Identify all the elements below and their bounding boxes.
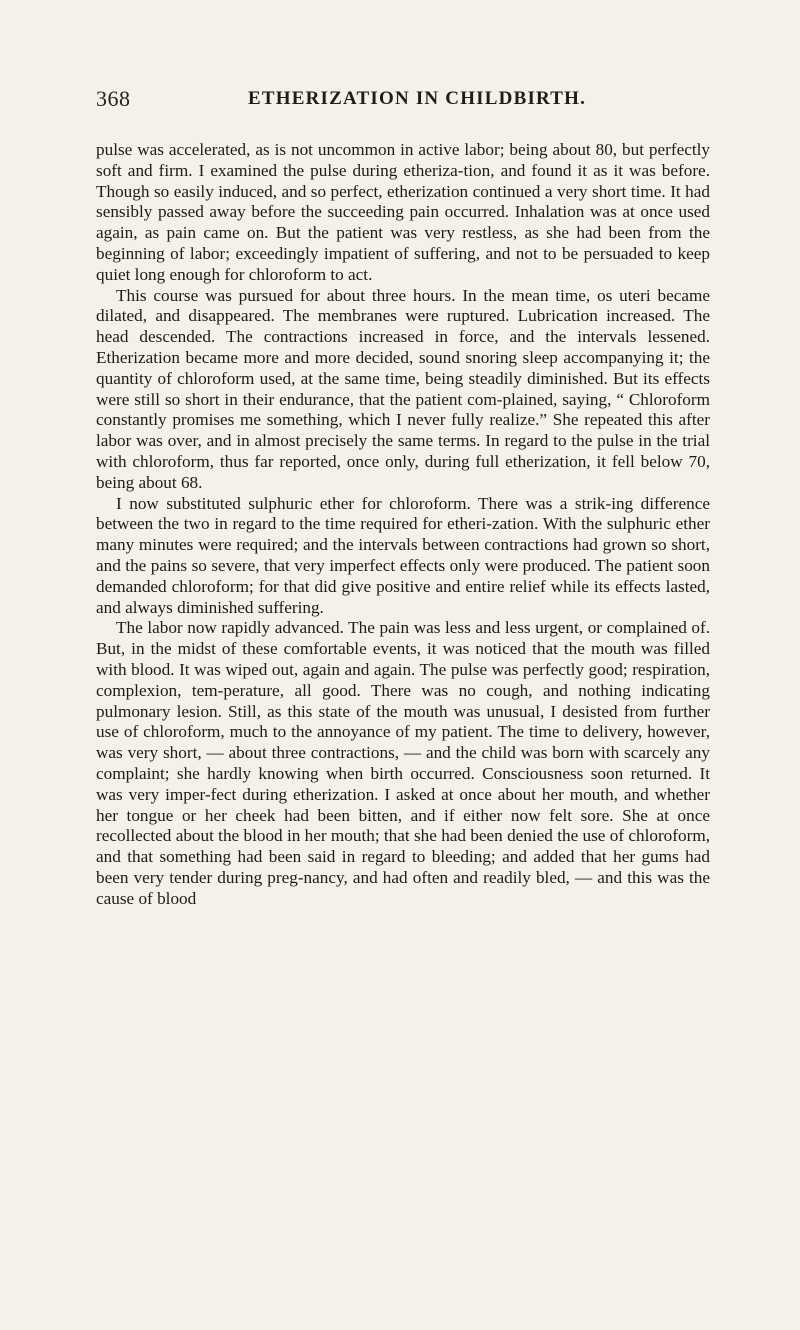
- paragraph: I now substituted sulphuric ether for chloroform. There was a strik-ing difference between the two in regard to the time required for etheri-zation. With the sulphuric ether many minutes were required; and the intervals between contractions had grown so short, and the pains so severe, that very imperfect effects only were produced. The patient soon demanded chloroform; for that did give positive and entire relief while its effects lasted, and always diminished suffering.: [96, 493, 710, 617]
- paragraph: pulse was accelerated, as is not uncommon in active labor; being about 80, but perfectly soft and firm. I examined the pulse during etheriza-tion, and found it as it was before. Though so easily induced, and so perfect, etherization continued a very short time. It had sensibly passed away before the succeeding pain occurred. Inhalation was at once used again, as pain came on. But the patient was very restless, as she had been from the beginning of labor; exceedingly impatient of suffering, and not to be persuaded to keep quiet long enough for chloroform to act.: [96, 140, 710, 284]
- page-header: [96, 86, 716, 116]
- running-head: ETHERIZATION IN CHILDBIRTH.: [248, 88, 587, 109]
- paragraph: The labor now rapidly advanced. The pain was less and less urgent, or complained of. But, in the midst of these comfortable events, it was noticed that the mouth was filled with blood. It was wiped out, again and again. The pulse was perfectly good; respiration, complexion, tem-perature, all good. There was no cough, and nothing indicating pulmonary lesion. Still, as this state of the mouth was unusual, I desisted from further use of chloroform, much to the annoyance of my patient. The time to delivery, however, was very short, — about three contractions, — and the child was born with scarcely any complaint; she hardly knowing when birth occurred. Consciousness soon returned. It was very imper-fect during etherization. I asked at once about her mouth, and whether her tongue or her cheek had been bitten, and if either now felt sore. She at once recollected about the blood in her mouth; that she had been denied the use of chloroform, and that something had been said in regard to bleeding; and added that her gums had been very tender during preg-nancy, and had often and readily bled, — and this was the cause of blood: [96, 618, 710, 908]
- body-text: [96, 140, 710, 909]
- page-number: 368: [96, 86, 131, 111]
- paragraph: This course was pursued for about three hours. In the mean time, os uteri became dilated, and disappeared. The membranes were ruptured. Lubrication increased. The head descended. The contractions increased in force, and the intervals lessened. Etherization became more and more decided, sound snoring sleep accompanying it; the quantity of chloroform used, at the same time, being steadily diminished. But its effects were still so short in their endurance, that the patient com-plained, saying, “ Chloroform constantly promises me something, which I never fully realize.” She repeated this after labor was over, and in almost precisely the same terms. In regard to the pulse in the trial with chloroform, thus far reported, once only, during full etherization, it fell below 70, being about 68.: [96, 285, 710, 492]
